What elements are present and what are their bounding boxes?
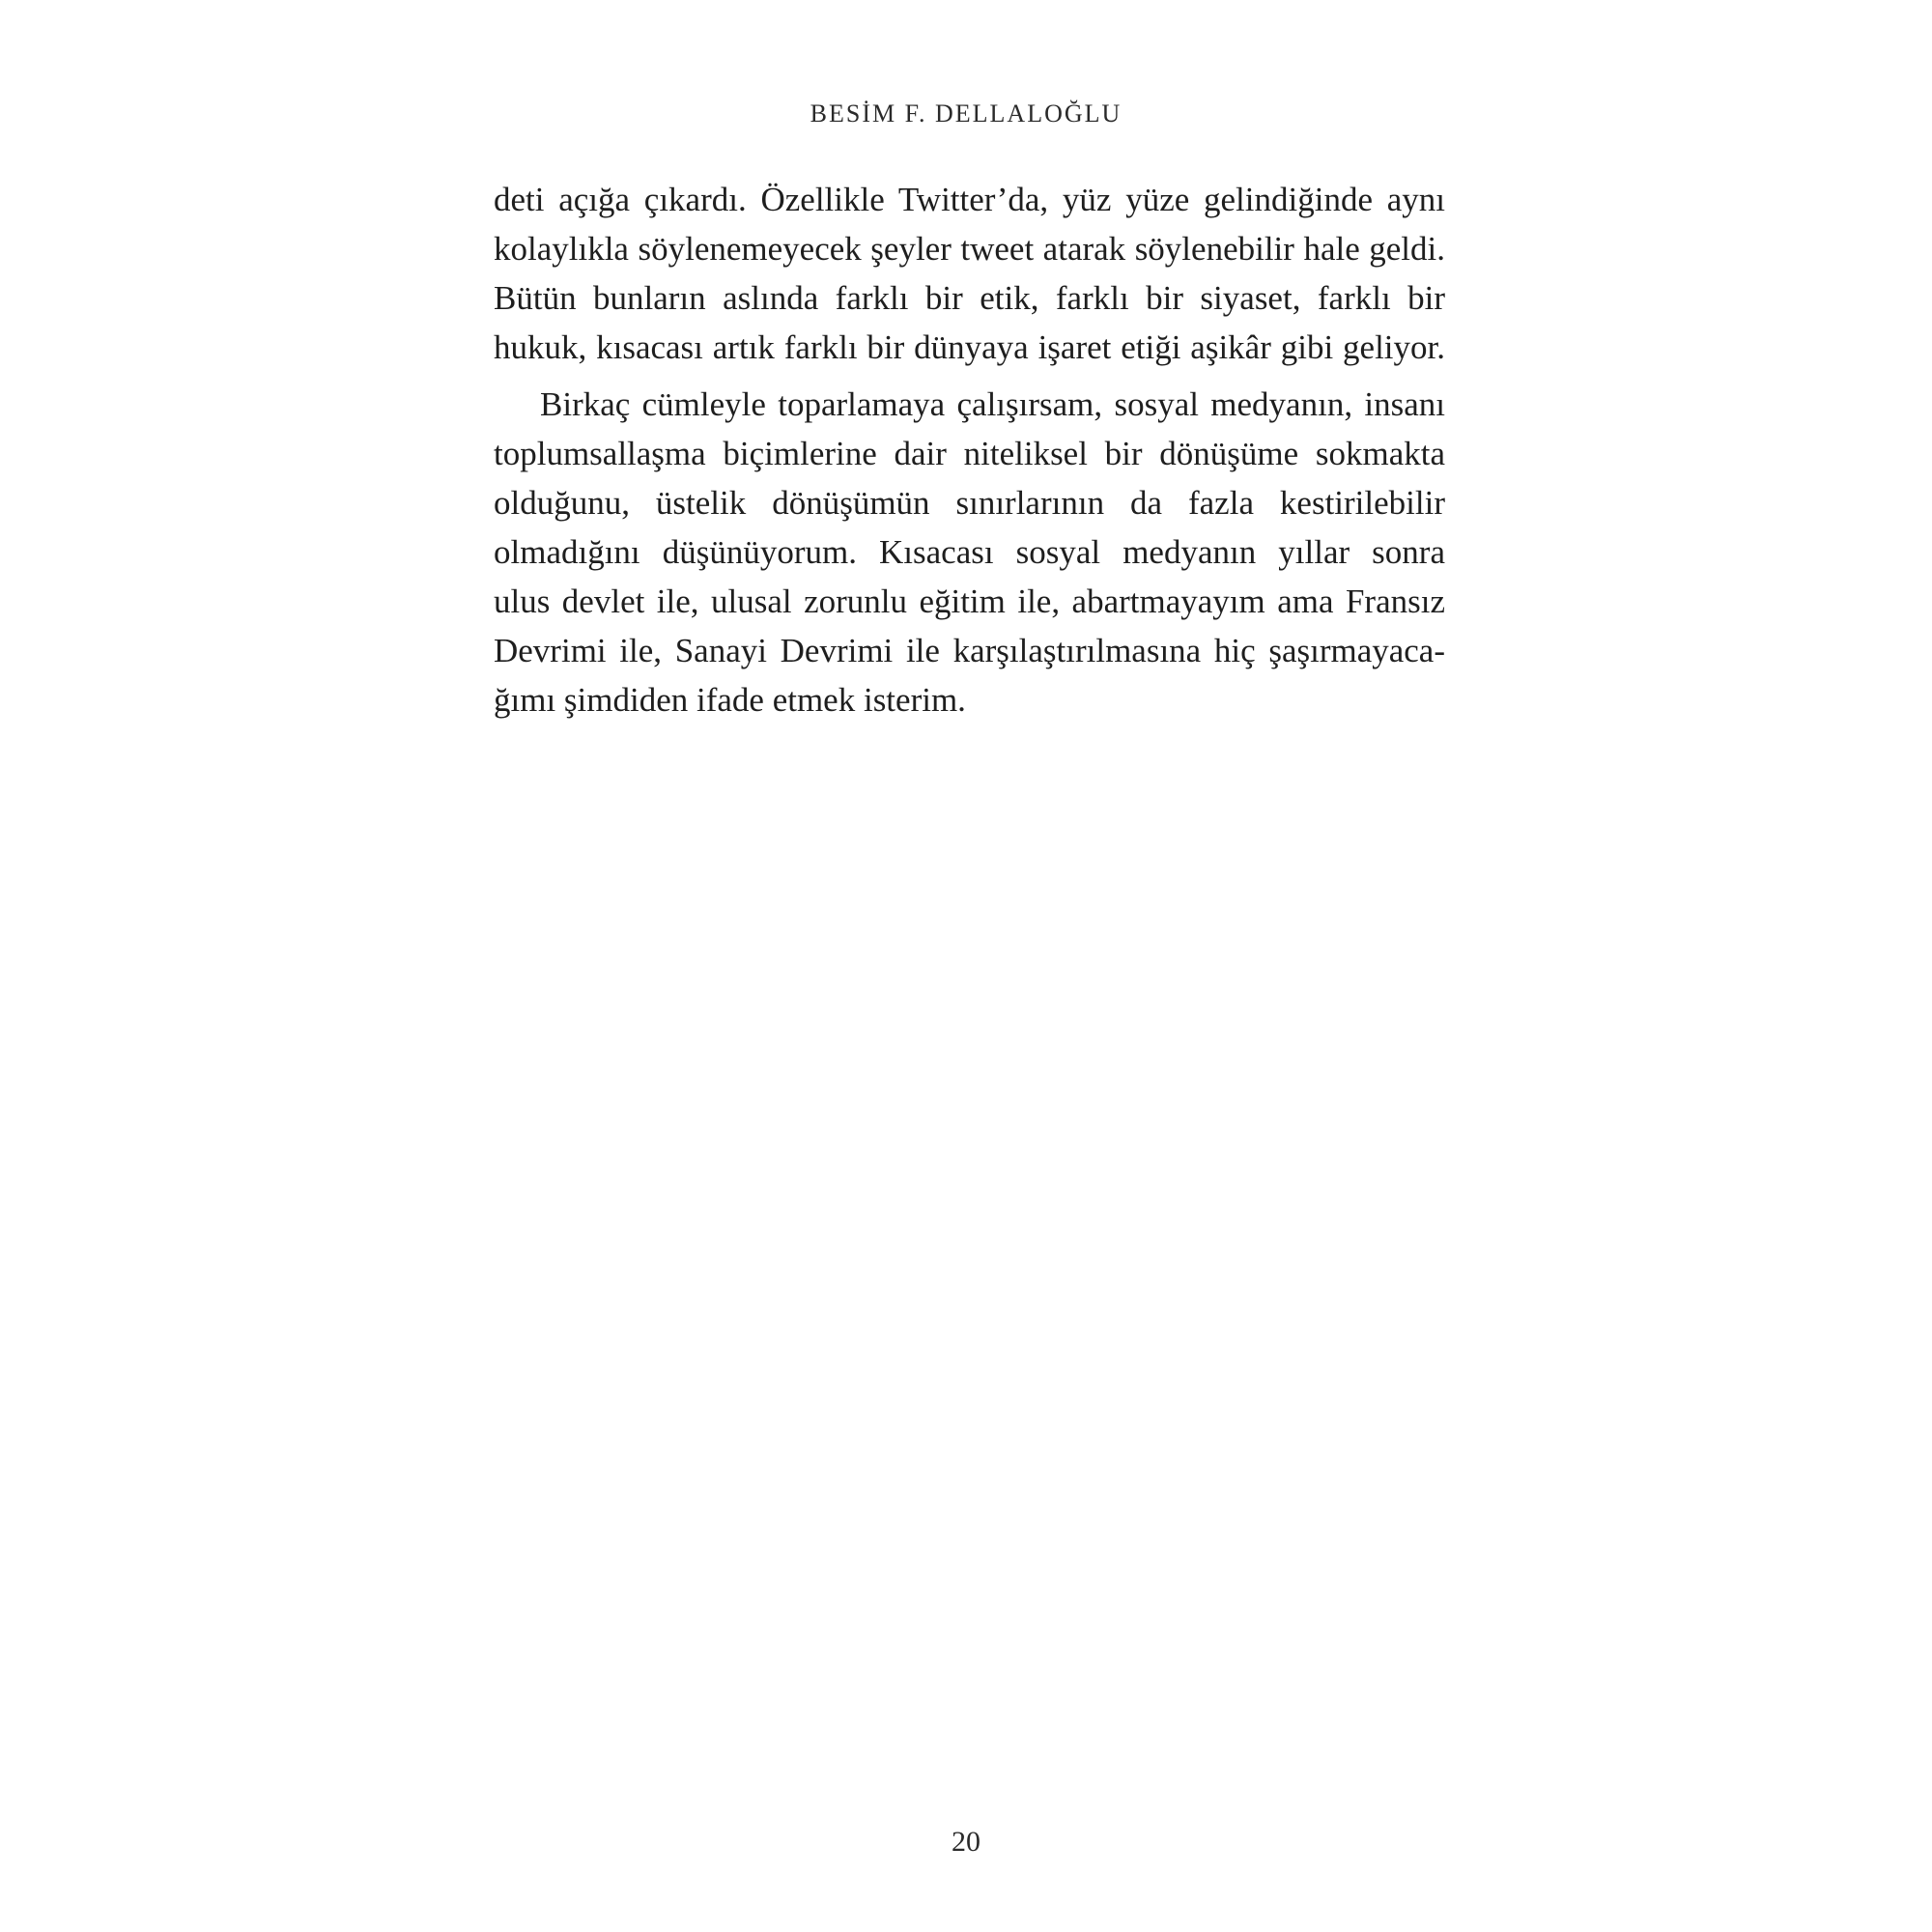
text-line: ulus devlet ile, ulusal zorunlu eğitim ile, abartmayayım ama Fransız: [494, 582, 1445, 620]
running-head: BESİM F. DELLALOĞLU: [810, 99, 1122, 128]
text-line: Birkaç cümleyle toparlamaya çalışırsam, sosyal medyanın, insanı: [540, 385, 1445, 423]
text-line: olmadığını düşünüyorum. Kısacası sosyal medyanın yıllar sonra: [494, 533, 1445, 571]
text-line: toplumsallaşma biçimlerine dair niteliksel bir dönüşüme sokmakta: [494, 435, 1445, 472]
body-text: [494, 175, 1445, 724]
paragraph-2: [494, 380, 1445, 724]
text-line: hukuk, kısacası artık farklı bir dünyaya işaret etiği aşikâr gibi geliyor.: [494, 328, 1445, 366]
paragraph-1: [494, 175, 1445, 372]
text-line: deti açığa çıkardı. Özellikle Twitter’da, yüz yüze gelindiğinde aynı: [494, 181, 1445, 218]
page-number: 20: [952, 1826, 980, 1858]
text-line: kolaylıkla söylenemeyecek şeyler tweet atarak söylenebilir hale geldi.: [494, 230, 1445, 268]
text-line: Bütün bunların aslında farklı bir etik, farklı bir siyaset, farklı bir: [494, 279, 1445, 317]
text-line: ğımı şimdiden ifade etmek isterim.: [494, 681, 966, 719]
text-line: Devrimi ile, Sanayi Devrimi ile karşılaştırılmasına hiç şaşırmayaca-: [494, 632, 1445, 669]
paragraph-gap: [494, 372, 1445, 380]
text-line: olduğunu, üstelik dönüşümün sınırlarının da fazla kestirilebilir: [494, 484, 1445, 522]
